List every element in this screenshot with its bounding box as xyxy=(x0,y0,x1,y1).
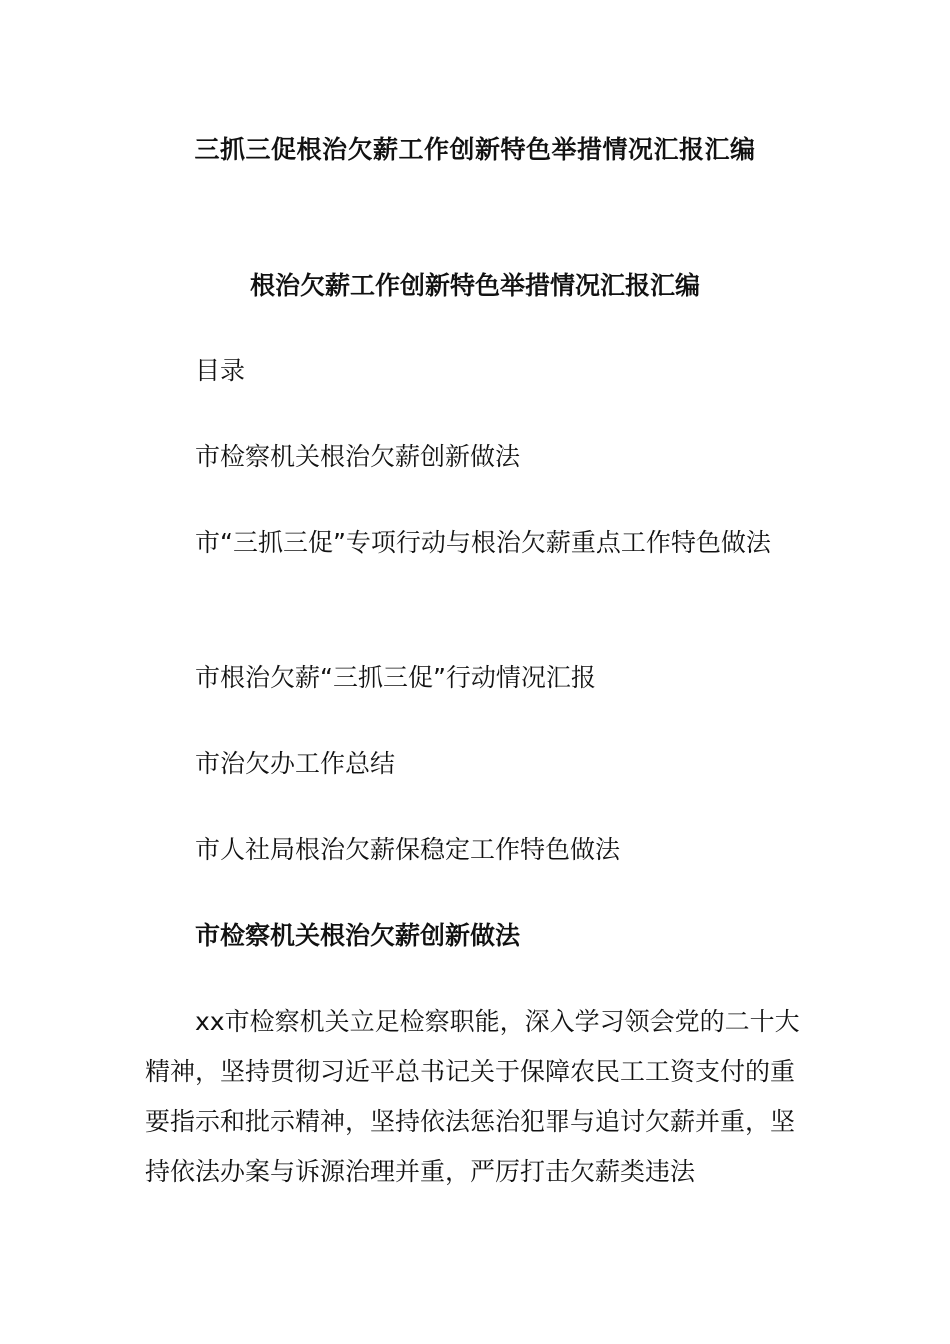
document-subtitle: 根治欠薪工作创新特色举措情况汇报汇编 xyxy=(249,271,700,300)
body-paragraph: xx市检察机关立足检察职能，深入学习领会党的二十大精神，坚持贯彻习近平总书记关于保障农民工工资支付的重要指示和批示精神，坚持依法惩治犯罪与追讨欠薪并重，坚持依法办案与诉源治理并重，严厉打击欠薪类违法 xyxy=(145,1007,800,1186)
document-title: 三抓三促根治欠薪工作创新特色举措情况汇报汇编 xyxy=(194,135,756,164)
toc-item: 市治欠办工作总结 xyxy=(195,749,396,778)
toc-item: 市“三抓三促”专项行动与根治欠薪重点工作特色做法 xyxy=(195,528,771,557)
toc-item: 市检察机关根治欠薪创新做法 xyxy=(195,442,521,471)
toc-heading: 目录 xyxy=(195,356,246,385)
toc-item: 市人社局根治欠薪保稳定工作特色做法 xyxy=(195,835,621,864)
toc-item: 市根治欠薪“三抓三促”行动情况汇报 xyxy=(195,663,596,692)
section-heading: 市检察机关根治欠薪创新做法 xyxy=(195,921,521,950)
